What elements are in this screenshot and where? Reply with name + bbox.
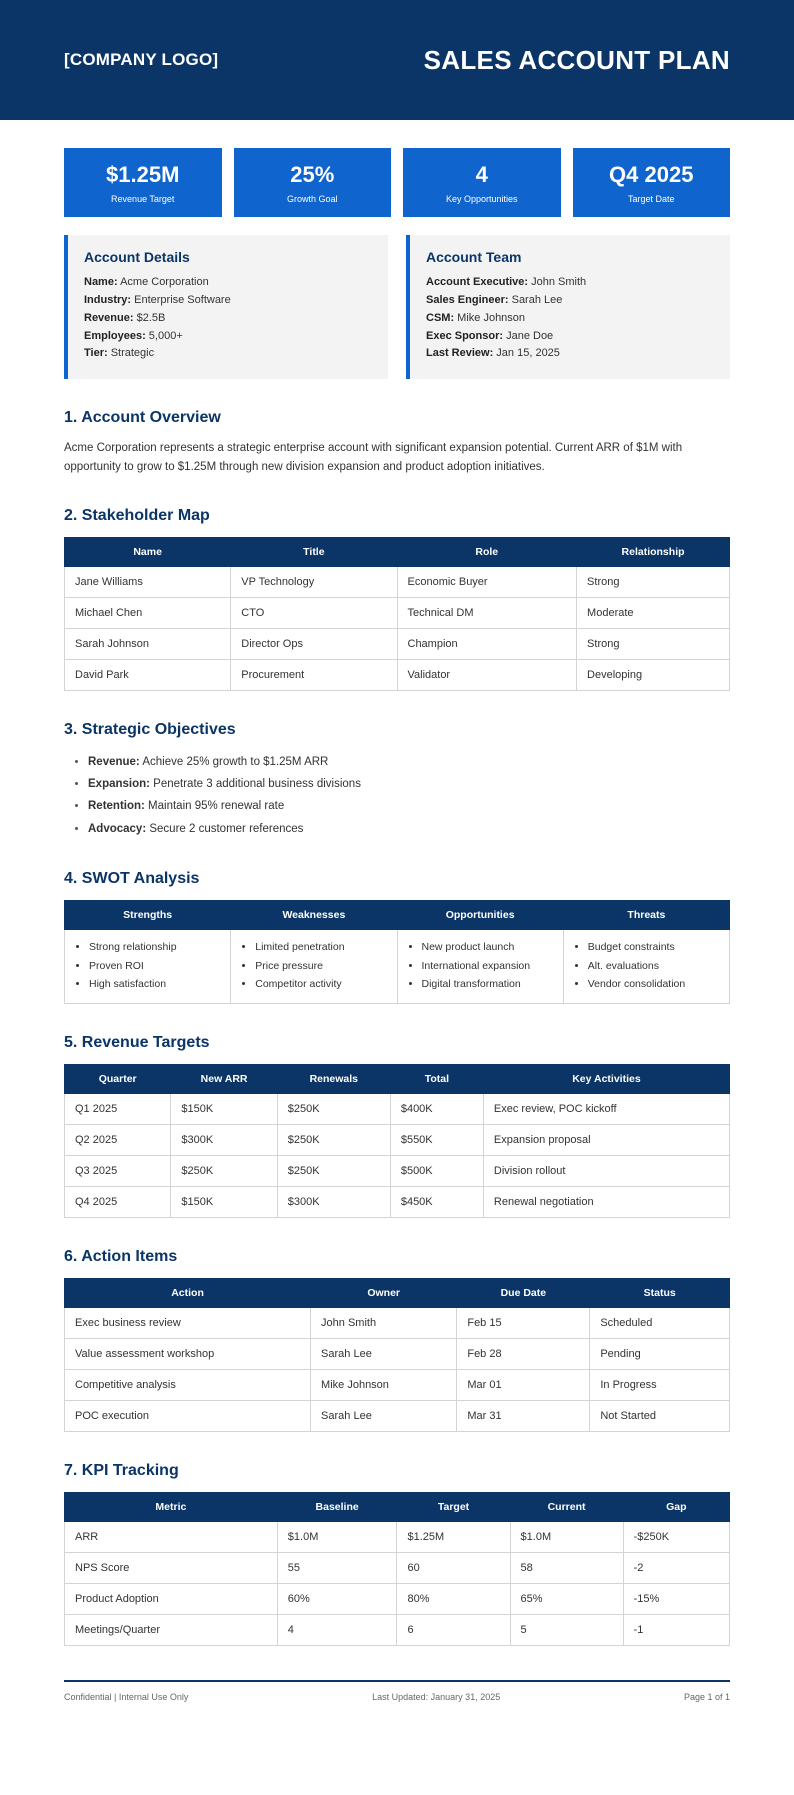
- info-line-label: Tier:: [84, 347, 108, 360]
- swot-list-item: • Budget constraints: [588, 938, 723, 956]
- column-header: Current: [510, 1493, 623, 1522]
- table-row: [65, 1401, 730, 1432]
- table-cell: POC execution: [65, 1401, 311, 1432]
- swot-list-item: • New product launch: [422, 938, 557, 956]
- table-cell: Feb 15: [457, 1308, 590, 1339]
- table-header-row: [65, 1279, 730, 1308]
- objective-text: Secure 2 customer references: [146, 822, 304, 835]
- table-row: [65, 1308, 730, 1339]
- kpi-card-row: [64, 148, 730, 217]
- kpi-value: 25%: [290, 162, 335, 187]
- info-line-value: Mike Johnson: [454, 311, 526, 324]
- kpi-value: Q4 2025: [609, 162, 694, 187]
- table-cell: 60%: [277, 1584, 397, 1615]
- table-cell: $250K: [277, 1094, 390, 1125]
- document-footer: [64, 1680, 730, 1702]
- swot-list-item: • Price pressure: [255, 957, 390, 975]
- objective-item: [88, 751, 730, 773]
- table-cell: CTO: [231, 597, 397, 628]
- swot-list: [570, 938, 723, 993]
- column-header: Name: [65, 537, 231, 566]
- table-cell: Champion: [397, 628, 577, 659]
- table-row: [65, 1522, 730, 1553]
- section-3-title: 3. Strategic Objectives: [64, 720, 236, 738]
- section-4-title: 4. SWOT Analysis: [64, 870, 200, 888]
- objective-label: Advocacy:: [88, 822, 147, 835]
- info-line-label: CSM:: [426, 311, 455, 324]
- swot-list-item: • Proven ROI: [89, 957, 224, 975]
- column-header: Owner: [311, 1279, 457, 1308]
- footer-left: Confidential | Internal Use Only: [64, 1692, 189, 1703]
- kpi-card: [403, 148, 561, 217]
- table-cell: Feb 28: [457, 1339, 590, 1370]
- column-header: Baseline: [277, 1493, 397, 1522]
- column-header: Role: [397, 537, 577, 566]
- company-logo: [COMPANY LOGO]: [64, 50, 219, 69]
- table-row: [65, 1584, 730, 1615]
- table-cell: $550K: [390, 1125, 483, 1156]
- table-cell: Mar 31: [457, 1401, 590, 1432]
- info-line-value: Sarah Lee: [508, 294, 563, 306]
- table-cell: Mike Johnson: [311, 1370, 457, 1401]
- table-cell: Exec review, POC kickoff: [483, 1094, 729, 1125]
- table-row: [65, 930, 730, 1004]
- table-row: [65, 1187, 730, 1218]
- table-cell: Strong: [577, 628, 730, 659]
- table-cell: Mar 01: [457, 1370, 590, 1401]
- table-cell: Division rollout: [483, 1156, 729, 1187]
- section-1-title: 1. Account Overview: [64, 409, 221, 427]
- column-header: Metric: [65, 1493, 278, 1522]
- section-2-title: 2. Stakeholder Map: [64, 506, 210, 524]
- kpi-value: $1.25M: [106, 162, 180, 187]
- column-header: Strengths: [65, 901, 231, 930]
- info-line: [426, 274, 714, 292]
- kpi-tracking-table: [64, 1492, 730, 1646]
- section-7-title: 7. KPI Tracking: [64, 1462, 179, 1480]
- table-cell: Product Adoption: [65, 1584, 278, 1615]
- table-cell: Not Started: [590, 1401, 730, 1432]
- account-details-box: [64, 235, 388, 379]
- table-cell: $1.0M: [277, 1522, 397, 1553]
- info-line-value: John Smith: [528, 276, 587, 289]
- table-row: [65, 597, 730, 628]
- table-cell: $500K: [390, 1156, 483, 1187]
- table-row: [65, 1615, 730, 1646]
- table-cell: Strong: [577, 566, 730, 597]
- table-cell: Sarah Lee: [311, 1339, 457, 1370]
- info-line: [84, 345, 372, 363]
- table-cell: $250K: [277, 1125, 390, 1156]
- info-line-label: Account Executive:: [426, 276, 529, 289]
- info-line-label: Revenue:: [84, 311, 134, 324]
- info-line: [84, 292, 372, 310]
- column-header: Renewals: [277, 1065, 390, 1094]
- table-cell: -1: [623, 1615, 729, 1646]
- table-cell: $400K: [390, 1094, 483, 1125]
- section-1-paragraph: Acme Corporation represents a strategic enterprise account with significant expansion potential. Current ARR of $1M with opportunity to grow to $1.25M through new division expansion and product adoption initiatives.: [64, 442, 683, 473]
- table-header-row: [65, 537, 730, 566]
- table-cell: -$250K: [623, 1522, 729, 1553]
- table-cell: $150K: [171, 1187, 277, 1218]
- info-line: [426, 328, 714, 346]
- objective-item: [88, 773, 730, 795]
- column-header: Status: [590, 1279, 730, 1308]
- column-header: Action: [65, 1279, 311, 1308]
- objective-text: Maintain 95% renewal rate: [144, 800, 285, 813]
- info-line: [84, 310, 372, 328]
- swot-list-item: • International expansion: [422, 957, 557, 975]
- column-header: Key Activities: [483, 1065, 729, 1094]
- kpi-card: [64, 148, 222, 217]
- table-cell: 5: [510, 1615, 623, 1646]
- kpi-label: Growth Goal: [286, 194, 338, 205]
- table-cell: Technical DM: [397, 597, 577, 628]
- table-cell: $300K: [277, 1187, 390, 1218]
- footer-center: Last Updated: January 31, 2025: [372, 1692, 501, 1703]
- info-line-label: Industry:: [84, 294, 132, 306]
- objective-label: Revenue:: [88, 755, 140, 768]
- info-line-value: $2.5B: [133, 311, 166, 324]
- action-items-table: [64, 1278, 730, 1432]
- swot-list-item: • Limited penetration: [255, 938, 390, 956]
- table-row: [65, 1094, 730, 1125]
- table-cell: Q2 2025: [65, 1125, 171, 1156]
- kpi-card: [234, 148, 392, 217]
- table-row: [65, 1339, 730, 1370]
- table-cell: -15%: [623, 1584, 729, 1615]
- table-cell: 80%: [397, 1584, 510, 1615]
- table-cell: David Park: [65, 659, 231, 690]
- info-line: [426, 310, 714, 328]
- table-cell: Jane Williams: [65, 566, 231, 597]
- table-cell: 58: [510, 1553, 623, 1584]
- info-line-value: Jane Doe: [503, 329, 554, 342]
- table-cell: Renewal negotiation: [483, 1187, 729, 1218]
- table-cell: John Smith: [311, 1308, 457, 1339]
- column-header: Opportunities: [397, 901, 563, 930]
- account-team-list: [426, 274, 714, 363]
- document-header: [0, 0, 794, 120]
- info-line-value: Strategic: [107, 347, 155, 360]
- table-header-row: [65, 1065, 730, 1094]
- swot-list-item: • Competitor activity: [255, 975, 390, 993]
- info-line: [84, 274, 372, 292]
- stakeholder-map-table: [64, 537, 730, 691]
- table-cell: $1.0M: [510, 1522, 623, 1553]
- table-cell: Economic Buyer: [397, 566, 577, 597]
- table-row: [65, 1553, 730, 1584]
- document-body: [0, 148, 794, 1742]
- info-box-row: [64, 235, 730, 379]
- account-team-box: [406, 235, 730, 379]
- table-header-row: [65, 901, 730, 930]
- info-line: [426, 292, 714, 310]
- info-line-value: 5,000+: [145, 329, 183, 342]
- table-cell: ARR: [65, 1522, 278, 1553]
- swot-list: [237, 938, 390, 993]
- column-header: Threats: [563, 901, 729, 930]
- table-cell: 60: [397, 1553, 510, 1584]
- table-cell: Expansion proposal: [483, 1125, 729, 1156]
- table-cell: Scheduled: [590, 1308, 730, 1339]
- table-cell: Validator: [397, 659, 577, 690]
- column-header: Title: [231, 537, 397, 566]
- table-row: [65, 1370, 730, 1401]
- table-cell: VP Technology: [231, 566, 397, 597]
- info-line-value: Jan 15, 2025: [493, 347, 560, 360]
- swot-cell: [397, 930, 563, 1004]
- table-cell: Sarah Lee: [311, 1401, 457, 1432]
- table-cell: Sarah Johnson: [65, 628, 231, 659]
- column-header: New ARR: [171, 1065, 277, 1094]
- objective-label: Expansion:: [88, 777, 150, 790]
- table-cell: Q3 2025: [65, 1156, 171, 1187]
- page-title: SALES ACCOUNT PLAN: [423, 44, 730, 75]
- info-line: [84, 328, 372, 346]
- table-row: [65, 1156, 730, 1187]
- column-header: Due Date: [457, 1279, 590, 1308]
- table-cell: 65%: [510, 1584, 623, 1615]
- info-line-label: Sales Engineer:: [426, 294, 509, 306]
- swot-list-item: • Alt. evaluations: [588, 957, 723, 975]
- kpi-value: 4: [475, 162, 488, 187]
- table-cell: $250K: [171, 1156, 277, 1187]
- kpi-card: [573, 148, 731, 217]
- table-row: [65, 628, 730, 659]
- table-cell: -2: [623, 1553, 729, 1584]
- table-cell: Michael Chen: [65, 597, 231, 628]
- table-cell: Value assessment workshop: [65, 1339, 311, 1370]
- column-header: Target: [397, 1493, 510, 1522]
- swot-analysis-table: [64, 900, 730, 1004]
- section-5-title: 5. Revenue Targets: [64, 1034, 210, 1052]
- table-header-row: [65, 1493, 730, 1522]
- kpi-label: Key Opportunities: [445, 194, 518, 205]
- strategic-objectives-list: [64, 751, 730, 841]
- account-details-title: Account Details: [84, 249, 190, 266]
- swot-list-item: • High satisfaction: [89, 975, 224, 993]
- swot-list: [71, 938, 224, 993]
- table-cell: Director Ops: [231, 628, 397, 659]
- objective-item: [88, 818, 730, 840]
- table-cell: Competitive analysis: [65, 1370, 311, 1401]
- info-line-value: Enterprise Software: [131, 294, 231, 306]
- revenue-targets-table: [64, 1064, 730, 1218]
- info-line-value: Acme Corporation: [117, 276, 209, 289]
- column-header: Relationship: [577, 537, 730, 566]
- table-cell: Pending: [590, 1339, 730, 1370]
- column-header: Quarter: [65, 1065, 171, 1094]
- column-header: Gap: [623, 1493, 729, 1522]
- table-cell: 4: [277, 1615, 397, 1646]
- info-line: [426, 345, 714, 363]
- table-cell: Moderate: [577, 597, 730, 628]
- table-cell: Procurement: [231, 659, 397, 690]
- table-cell: $1.25M: [397, 1522, 510, 1553]
- footer-right: Page 1 of 1: [683, 1692, 730, 1703]
- table-cell: Exec business review: [65, 1308, 311, 1339]
- account-team-title: Account Team: [426, 249, 522, 266]
- table-cell: 6: [397, 1615, 510, 1646]
- info-line-label: Employees:: [84, 329, 146, 342]
- swot-list-item: • Strong relationship: [89, 938, 224, 956]
- table-cell: $150K: [171, 1094, 277, 1125]
- objective-text: Achieve 25% growth to $1.25M ARR: [139, 755, 329, 768]
- objective-label: Retention:: [88, 800, 145, 813]
- column-header: Total: [390, 1065, 483, 1094]
- info-line-label: Last Review:: [426, 347, 494, 360]
- table-cell: In Progress: [590, 1370, 730, 1401]
- section-6-title: 6. Action Items: [64, 1248, 178, 1266]
- table-row: [65, 566, 730, 597]
- objective-item: [88, 795, 730, 817]
- table-cell: $250K: [277, 1156, 390, 1187]
- info-line-label: Name:: [84, 276, 118, 289]
- table-cell: 55: [277, 1553, 397, 1584]
- swot-list: [404, 938, 557, 993]
- kpi-label: Target Date: [627, 194, 675, 205]
- table-row: [65, 659, 730, 690]
- table-row: [65, 1125, 730, 1156]
- table-cell: NPS Score: [65, 1553, 278, 1584]
- kpi-label: Revenue Target: [111, 194, 175, 205]
- swot-cell: [563, 930, 729, 1004]
- objective-text: Penetrate 3 additional business divisions: [149, 777, 361, 790]
- table-cell: Meetings/Quarter: [65, 1615, 278, 1646]
- table-cell: $300K: [171, 1125, 277, 1156]
- column-header: Weaknesses: [231, 901, 397, 930]
- swot-cell: [65, 930, 231, 1004]
- account-details-list: [84, 274, 372, 363]
- table-cell: Q4 2025: [65, 1187, 171, 1218]
- info-line-label: Exec Sponsor:: [426, 329, 504, 342]
- table-cell: Developing: [577, 659, 730, 690]
- swot-list-item: • Vendor consolidation: [588, 975, 723, 993]
- table-cell: Q1 2025: [65, 1094, 171, 1125]
- swot-list-item: • Digital transformation: [422, 975, 557, 993]
- swot-cell: [231, 930, 397, 1004]
- table-cell: $450K: [390, 1187, 483, 1218]
